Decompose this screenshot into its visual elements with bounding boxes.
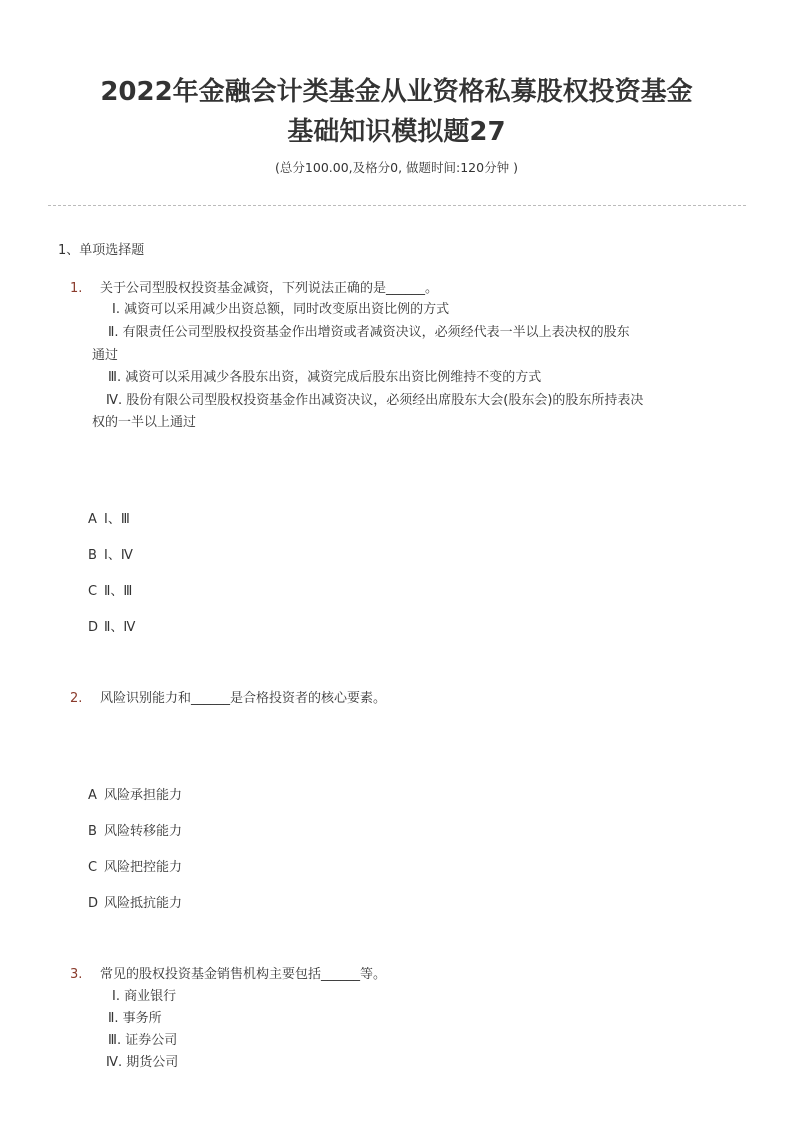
header-divider [48, 205, 746, 206]
statement-3: Ⅲ. 减资可以采用减少各股东出资，减资完成后股东出资比例维持不变的方式 [108, 370, 542, 385]
section-heading: 1、单项选择题 [58, 243, 145, 258]
answer-blank: ______ [191, 691, 231, 706]
statement-2-continued: 通过 [92, 348, 119, 363]
answer-blank: ______ [321, 967, 361, 982]
statement-4: Ⅳ. 期货公司 [106, 1055, 179, 1070]
option-d[interactable]: D 风险抵抗能力 [88, 896, 183, 911]
option-b[interactable]: B Ⅰ、Ⅳ [88, 548, 133, 563]
question-number: 2. [70, 691, 83, 706]
exam-info: (总分100.00,及格分0, 做题时间:120分钟 ) [275, 160, 518, 175]
statement-4-continued: 权的一半以上通过 [92, 415, 197, 430]
page-title-line-2: 基础知识模拟题27 [287, 117, 506, 147]
option-a[interactable]: A 风险承担能力 [88, 788, 183, 803]
question-stem: 关于公司型股权投资基金减资，下列说法正确的是______。 [100, 281, 439, 296]
statement-1: Ⅰ. 减资可以采用减少出资总额，同时改变原出资比例的方式 [112, 302, 450, 317]
statement-3: Ⅲ. 证券公司 [108, 1033, 178, 1048]
question-number: 1. [70, 281, 83, 296]
option-b[interactable]: B 风险转移能力 [88, 824, 183, 839]
statement-2: Ⅱ. 事务所 [108, 1011, 162, 1026]
option-d[interactable]: D Ⅱ、Ⅳ [88, 620, 136, 635]
statement-2: Ⅱ. 有限责任公司型股权投资基金作出增资或者减资决议，必须经代表一半以上表决权的股东 [108, 325, 630, 340]
option-c[interactable]: C 风险把控能力 [88, 860, 183, 875]
question-stem: 常见的股权投资基金销售机构主要包括______等。 [100, 967, 387, 982]
question-number: 3. [70, 967, 83, 982]
statement-4: Ⅳ. 股份有限公司型股权投资基金作出减资决议，必须经出席股东大会(股东会)的股东所持表决 [106, 393, 644, 408]
option-c[interactable]: C Ⅱ、Ⅲ [88, 584, 133, 599]
option-a[interactable]: A Ⅰ、Ⅲ [88, 512, 130, 527]
answer-blank: ______ [386, 281, 426, 296]
question-stem: 风险识别能力和______是合格投资者的核心要素。 [100, 691, 387, 706]
page-title-line-1: 2022年金融会计类基金从业资格私募股权投资基金 [100, 77, 693, 107]
statement-1: Ⅰ. 商业银行 [112, 989, 177, 1004]
